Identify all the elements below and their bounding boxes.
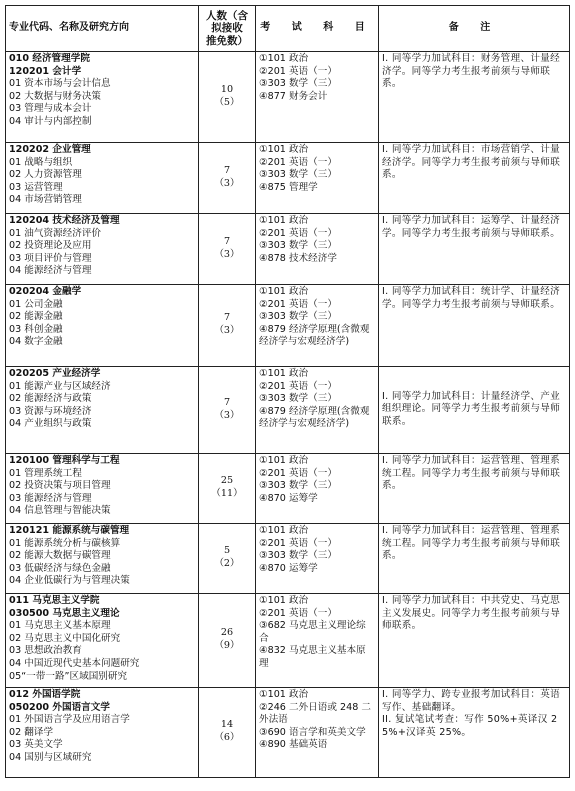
exam-subject: ③303 数学（三） bbox=[259, 311, 337, 323]
major-cell bbox=[6, 454, 199, 524]
header-count bbox=[199, 6, 256, 52]
research-direction: 04 信息管理与智能决策 bbox=[9, 505, 111, 517]
exam-subject: ②201 英语（一） bbox=[259, 607, 337, 619]
recommended-count: （5） bbox=[214, 96, 240, 108]
exam-subject: ②201 英语（一） bbox=[259, 467, 337, 479]
major-title: 120204 技术经济及管理 bbox=[9, 215, 120, 226]
recommended-count: （9） bbox=[214, 640, 240, 651]
remark-text: I. 同等学力加试科目：运营管理、管理系统工程。同等学力考生报考前须与导师联系。 bbox=[382, 525, 561, 562]
admissions-table bbox=[5, 5, 570, 778]
recommended-count: （2） bbox=[214, 558, 240, 569]
exam-subject: ①101 政治 bbox=[259, 595, 309, 606]
exam-subject: ①101 政治 bbox=[259, 455, 309, 466]
enrollment-count: 14 bbox=[220, 719, 234, 731]
table-row bbox=[6, 524, 570, 594]
research-direction: 01 能源产业与区域经济 bbox=[9, 380, 111, 392]
remarks-cell bbox=[379, 454, 570, 524]
exam-subject: ④870 运筹学 bbox=[259, 492, 318, 504]
remark-text: I. 同等学力加试科目：中共党史、马克思主义发展史。同等学力考生报考前须与导师联系。 bbox=[382, 595, 561, 632]
remarks-cell bbox=[379, 594, 570, 688]
research-direction: 04 审计与内部控制 bbox=[9, 115, 92, 127]
research-direction: 01 战略与组织 bbox=[9, 156, 73, 168]
research-direction: 03 能源经济与管理 bbox=[9, 492, 92, 504]
recommended-count: （3） bbox=[214, 409, 240, 421]
research-direction: 04 数字金融 bbox=[9, 336, 63, 348]
exam-subject: ①101 政治 bbox=[259, 53, 309, 64]
research-direction: 04 产业组织与政策 bbox=[9, 418, 92, 430]
exam-subjects-cell bbox=[256, 143, 379, 214]
research-direction: 03 管理与成本会计 bbox=[9, 103, 92, 115]
major-cell bbox=[6, 214, 199, 285]
research-direction: 03 思想政治教育 bbox=[9, 645, 82, 657]
exam-subject: ②201 英语（一） bbox=[259, 65, 337, 77]
major-title: 020205 产业经济学 bbox=[9, 368, 101, 379]
remark-text: I. 同等学力加试科目：计量经济学、产业组织理论。同等学力考生报考前须与导师联系。 bbox=[382, 390, 561, 427]
remark-text: I. 同等学力加试科目：市场营销学、计量经济学。同等学力考生报考前须与导师联系。 bbox=[382, 144, 561, 181]
exam-subject: ①101 政治 bbox=[259, 215, 309, 226]
exam-subject: ②201 英语（一） bbox=[259, 298, 337, 310]
exam-subjects-cell bbox=[256, 454, 379, 524]
research-direction: 04 市场营销管理 bbox=[9, 194, 82, 206]
exam-subjects-cell bbox=[256, 367, 379, 454]
major-cell bbox=[6, 285, 199, 367]
research-direction: 01 油气资源经济评价 bbox=[9, 227, 102, 239]
exam-subject: ③690 语言学和英美文学 bbox=[259, 726, 366, 738]
remarks-cell bbox=[379, 214, 570, 285]
recommended-count: （11） bbox=[211, 488, 243, 499]
major-title: 020204 金融学 bbox=[9, 286, 82, 297]
major-cell bbox=[6, 524, 199, 594]
header-row bbox=[6, 6, 570, 52]
enrollment-count-cell bbox=[199, 454, 256, 524]
major-cell bbox=[6, 367, 199, 454]
enrollment-count: 26 bbox=[220, 627, 234, 639]
table-row bbox=[6, 214, 570, 285]
research-direction: 03 科创金融 bbox=[9, 323, 63, 335]
enrollment-count-cell bbox=[199, 285, 256, 367]
research-direction: 04 企业低碳行为与管理决策 bbox=[9, 575, 130, 587]
exam-subject: ①101 政治 bbox=[259, 689, 309, 700]
remark-text: I. 同等学力加试科目：统计学、计量经济学。同等学力考生报考前须与导师联系。 bbox=[382, 286, 561, 310]
enrollment-count-cell bbox=[199, 367, 256, 454]
research-direction: 03 项目评价与管理 bbox=[9, 252, 92, 264]
header-count-line: 人数（含 bbox=[206, 9, 248, 22]
research-direction: 01 马克思主义基本原理 bbox=[9, 620, 111, 632]
recommended-count: （3） bbox=[214, 248, 240, 260]
table-row bbox=[6, 285, 570, 367]
header-count-line: 拟接收 bbox=[211, 22, 243, 35]
research-direction: 01 资本市场与会计信息 bbox=[9, 78, 111, 90]
table-row bbox=[6, 594, 570, 688]
exam-subject: ④890 基础英语 bbox=[259, 739, 328, 751]
enrollment-count: 7 bbox=[223, 396, 231, 408]
exam-subject: ②201 英语（一） bbox=[259, 537, 337, 549]
exam-subject: ③303 数学（三） bbox=[259, 393, 337, 405]
research-direction: 02 能源大数据与碳管理 bbox=[9, 550, 111, 562]
recommended-count: （3） bbox=[214, 325, 240, 336]
research-direction: 03 低碳经济与绿色金融 bbox=[9, 562, 111, 574]
enrollment-count-cell bbox=[199, 214, 256, 285]
exam-subject: ④877 财务会计 bbox=[259, 90, 328, 102]
exam-subject: ①101 政治 bbox=[259, 368, 309, 379]
exam-subject: ④879 经济学原理(含微观经济学与宏观经济学) bbox=[259, 405, 370, 430]
remark-text: I. 同等学力加试科目：财务管理、计量经济学。同等学力考生报考前须与导师联系。 bbox=[382, 53, 561, 90]
research-direction: 02 投资理论及应用 bbox=[9, 240, 92, 252]
major-title: 030500 马克思主义理论 bbox=[9, 607, 120, 619]
research-direction: 02 能源经济与政策 bbox=[9, 393, 92, 405]
research-direction: 02 投资决策与项目管理 bbox=[9, 480, 111, 492]
enrollment-count-cell bbox=[199, 594, 256, 688]
research-direction: 01 外国语言学及应用语言学 bbox=[9, 714, 130, 726]
header-notes: 备 注 bbox=[379, 6, 570, 52]
exam-subject: ②201 英语（一） bbox=[259, 227, 337, 239]
research-direction: 02 人力资源管理 bbox=[9, 169, 82, 181]
research-direction: 01 公司金融 bbox=[9, 298, 63, 310]
table-row bbox=[6, 367, 570, 454]
major-title: 050200 外国语言文学 bbox=[9, 701, 110, 713]
header-subjects: 考 试 科 目 bbox=[256, 6, 379, 52]
enrollment-count-cell bbox=[199, 688, 256, 778]
exam-subject: ①101 政治 bbox=[259, 525, 309, 536]
remark-text: I. 同等学力加试科目：运筹学、计量经济学。同等学力考生报考前须与导师联系。 bbox=[382, 215, 561, 239]
recommended-count: （6） bbox=[214, 732, 240, 743]
major-title: 011 马克思主义学院 bbox=[9, 595, 100, 606]
remarks-cell bbox=[379, 524, 570, 594]
enrollment-count: 7 bbox=[223, 235, 231, 247]
exam-subject: ②201 英语（一） bbox=[259, 156, 337, 168]
major-title: 120201 会计学 bbox=[9, 65, 82, 77]
major-cell bbox=[6, 594, 199, 688]
exam-subject: ④875 管理学 bbox=[259, 181, 318, 193]
major-title: 120202 企业管理 bbox=[9, 144, 91, 155]
major-cell bbox=[6, 52, 199, 143]
header-major: 专业代码、名称及研究方向 bbox=[6, 6, 199, 52]
enrollment-count-cell bbox=[199, 524, 256, 594]
research-direction: 03 英美文学 bbox=[9, 739, 63, 751]
research-direction: 03 运营管理 bbox=[9, 181, 63, 193]
exam-subjects-cell bbox=[256, 688, 379, 778]
exam-subject: ④879 经济学原理(含微观经济学与宏观经济学) bbox=[259, 323, 370, 348]
exam-subject: ③303 数学（三） bbox=[259, 550, 337, 562]
exam-subjects-cell bbox=[256, 285, 379, 367]
remark-text: II. 复试笔试考查：写作 50%+英译汉 25%+汉译英 25%。 bbox=[382, 714, 558, 738]
remark-text: I. 同等学力、跨专业报考加试科目：英语写作、基础翻译。 bbox=[382, 689, 561, 713]
exam-subject: ④878 技术经济学 bbox=[259, 252, 337, 264]
exam-subject: ②201 英语（一） bbox=[259, 380, 337, 392]
research-direction: 02 大数据与财务决策 bbox=[9, 90, 102, 102]
table-row bbox=[6, 143, 570, 214]
enrollment-count: 25 bbox=[220, 475, 234, 487]
exam-subject: ③303 数学（三） bbox=[259, 240, 337, 252]
research-direction: 01 管理系统工程 bbox=[9, 467, 82, 479]
enrollment-count-cell bbox=[199, 52, 256, 143]
remark-text: I. 同等学力加试科目：运营管理、管理系统工程。同等学力考生报考前须与导师联系。 bbox=[382, 455, 561, 492]
remarks-cell bbox=[379, 367, 570, 454]
enrollment-count: 7 bbox=[223, 312, 231, 324]
exam-subject: ③303 数学（三） bbox=[259, 480, 337, 492]
research-direction: 04 国别与区域研究 bbox=[9, 751, 92, 763]
research-direction: 02 翻译学 bbox=[9, 726, 54, 738]
exam-subject: ④832 马克思主义基本原理 bbox=[259, 645, 366, 669]
research-direction: 03 资源与环境经济 bbox=[9, 405, 92, 417]
enrollment-count: 10 bbox=[220, 83, 234, 95]
major-title: 120100 管理科学与工程 bbox=[9, 455, 120, 466]
table-body bbox=[6, 52, 570, 778]
exam-subjects-cell bbox=[256, 524, 379, 594]
remarks-cell bbox=[379, 52, 570, 143]
research-direction: 02 能源金融 bbox=[9, 311, 63, 323]
major-title: 010 经济管理学院 bbox=[9, 53, 90, 64]
research-direction: 01 能源系统分析与碳核算 bbox=[9, 537, 121, 549]
exam-subject: ①101 政治 bbox=[259, 144, 309, 155]
research-direction: 04 中国近现代史基本问题研究 bbox=[9, 657, 140, 669]
remarks-cell bbox=[379, 285, 570, 367]
table-row bbox=[6, 454, 570, 524]
exam-subject: ③303 数学（三） bbox=[259, 169, 337, 181]
exam-subject: ④870 运筹学 bbox=[259, 562, 318, 574]
major-title: 120121 能源系统与碳管理 bbox=[9, 525, 130, 536]
exam-subject: ③303 数学（三） bbox=[259, 78, 337, 90]
table-row bbox=[6, 52, 570, 143]
exam-subject: ①101 政治 bbox=[259, 286, 309, 297]
research-direction: 04 能源经济与管理 bbox=[9, 265, 92, 277]
remarks-cell bbox=[379, 688, 570, 778]
research-direction: 05“一带一路”区域国别研究 bbox=[9, 670, 128, 682]
exam-subject: ②246 二外日语或 248 二外法语 bbox=[259, 701, 371, 726]
exam-subjects-cell bbox=[256, 214, 379, 285]
enrollment-count: 5 bbox=[223, 545, 231, 557]
recommended-count: （3） bbox=[214, 177, 240, 189]
exam-subjects-cell bbox=[256, 594, 379, 688]
enrollment-count-cell bbox=[199, 143, 256, 214]
major-title: 012 外国语学院 bbox=[9, 689, 81, 700]
header-count-line: 推免数） bbox=[206, 34, 248, 47]
exam-subjects-cell bbox=[256, 52, 379, 143]
research-direction: 02 马克思主义中国化研究 bbox=[9, 632, 121, 644]
exam-subject: ③682 马克思主义理论综合 bbox=[259, 620, 366, 644]
major-cell bbox=[6, 143, 199, 214]
major-cell bbox=[6, 688, 199, 778]
enrollment-count: 7 bbox=[223, 164, 231, 176]
table-row bbox=[6, 688, 570, 778]
remarks-cell bbox=[379, 143, 570, 214]
